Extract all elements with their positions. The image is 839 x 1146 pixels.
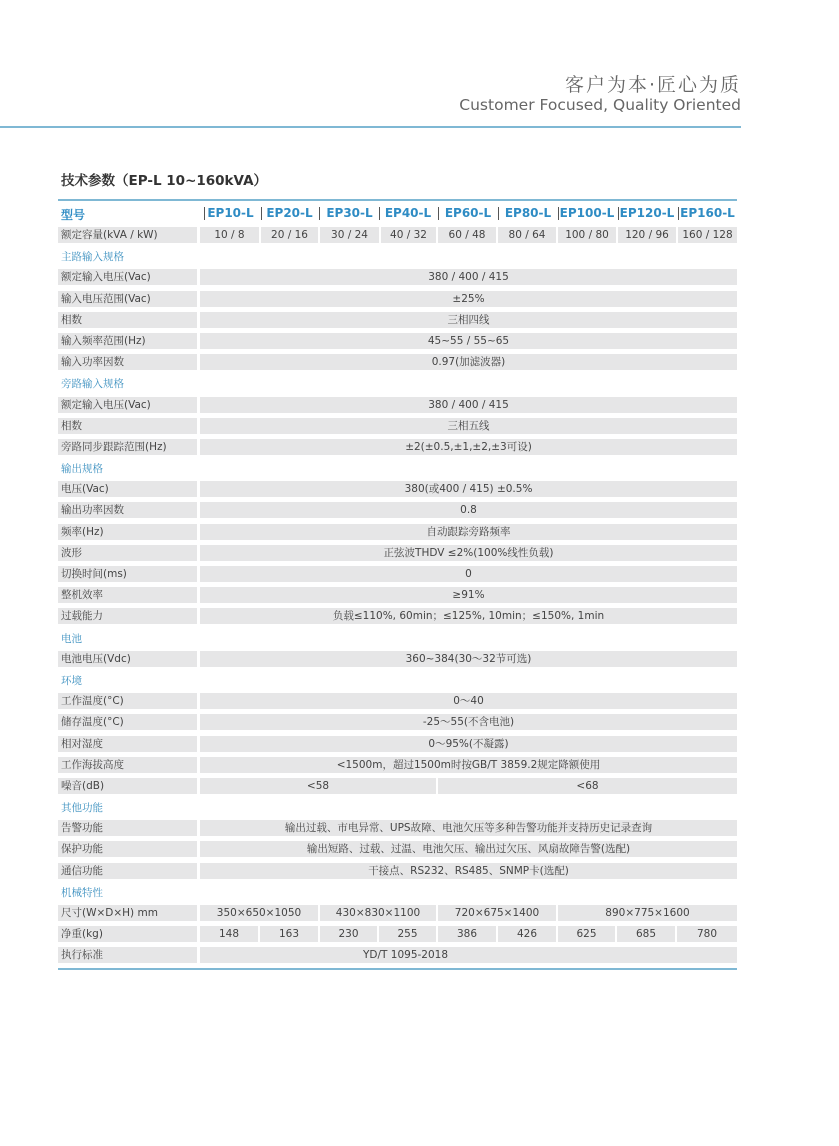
section-title: 输出规格 <box>61 463 103 476</box>
table-row <box>58 267 737 288</box>
table-row <box>58 310 737 331</box>
row-label: 频率(Hz) <box>58 524 197 540</box>
model-ep160: EP160-L <box>680 206 735 220</box>
value-cell: <68 <box>438 778 737 794</box>
value-cell: 10 / 8 <box>200 227 259 243</box>
section-bypass-input <box>58 373 737 394</box>
value-cell: 120 / 96 <box>618 227 676 243</box>
section-title: 环境 <box>61 674 82 687</box>
row-label: 执行标准 <box>58 947 197 963</box>
value-cell: 干接点、RS232、RS485、SNMP卡(选配) <box>200 863 737 879</box>
row-label: 相对湿度 <box>58 736 197 752</box>
row-label: 旁路同步跟踪范围(Hz) <box>58 439 197 455</box>
value-cell: ±25% <box>200 291 737 307</box>
value-cell: 三相四线 <box>200 312 737 328</box>
table-row <box>58 479 737 500</box>
model-ep60: EP60-L <box>444 206 492 220</box>
row-label: 切换时间(ms) <box>58 566 197 582</box>
row-label: 额定输入电压(Vac) <box>58 269 197 285</box>
model-ep30: EP30-L <box>326 206 373 220</box>
value-cell: 625 <box>558 926 615 942</box>
value-cell: <1500m，超过1500m时按GB/T 3859.2规定降额使用 <box>200 757 737 773</box>
value-cell: 三相五线 <box>200 418 737 434</box>
value-cell: -25～55(不含电池) <box>200 714 737 730</box>
value-cell: 0.97(加滤波器) <box>200 354 737 370</box>
value-cell: 380(或400 / 415) ±0.5% <box>200 481 737 497</box>
value-cell: 30 / 24 <box>320 227 379 243</box>
row-label: 噪音(dB) <box>58 778 197 794</box>
model-ep10: EP10-L <box>207 206 254 220</box>
value-cell: 350×650×1050 <box>200 905 318 921</box>
row-label: 告警功能 <box>58 820 197 836</box>
table-row <box>58 734 737 755</box>
table-row <box>58 776 737 797</box>
table-row <box>58 395 737 416</box>
row-label: 保护功能 <box>58 841 197 857</box>
value-cell: 386 <box>438 926 496 942</box>
row-label: 相数 <box>58 312 197 328</box>
value-cell: YD/T 1095-2018 <box>200 947 737 963</box>
model-ep100: EP100-L <box>559 206 615 220</box>
table-row <box>58 606 737 627</box>
section-output <box>58 458 737 479</box>
row-label: 输入功率因数 <box>58 354 197 370</box>
table-row <box>58 352 737 373</box>
row-label: 输出功率因数 <box>58 502 197 518</box>
value-cell: 890×775×1600 <box>558 905 737 921</box>
table-row <box>58 755 737 776</box>
table-row <box>58 289 737 310</box>
table-row <box>58 522 737 543</box>
table-row <box>58 924 737 945</box>
model-header-row <box>58 201 737 225</box>
table-row <box>58 416 737 437</box>
table-row <box>58 691 737 712</box>
header-slogan-en: Customer Focused, Quality Oriented <box>459 96 741 114</box>
section-title: 主路输入规格 <box>61 251 124 264</box>
value-cell: 685 <box>617 926 675 942</box>
table-row <box>58 818 737 839</box>
value-cell: 230 <box>320 926 377 942</box>
value-cell: 负载≤110%, 60min；≤125%, 10min；≤150%, 1min <box>200 608 737 624</box>
row-label: 尺寸(W×D×H) mm <box>58 905 197 921</box>
section-title: 其他功能 <box>61 802 103 815</box>
table-row <box>58 649 737 670</box>
page-title: 技术参数（EP-L 10~160kVA） <box>61 173 268 189</box>
row-label: 通信功能 <box>58 863 197 879</box>
table-row <box>58 945 737 966</box>
value-cell: 255 <box>379 926 436 942</box>
row-label: 输入频率范围(Hz) <box>58 333 197 349</box>
header-divider <box>0 126 741 128</box>
table-row <box>58 331 737 352</box>
value-cell: 输出短路、过载、过温、电池欠压、输出过欠压、风扇故障告警(选配) <box>200 841 737 857</box>
value-cell: 自动跟踪旁路频率 <box>200 524 737 540</box>
row-label: 净重(kg) <box>58 926 197 942</box>
value-cell: 780 <box>677 926 737 942</box>
table-row <box>58 839 737 860</box>
value-cell: 输出过载、市电异常、UPS故障、电池欠压等多种告警功能并支持历史记录查询 <box>200 820 737 836</box>
row-label: 输入电压范围(Vac) <box>58 291 197 307</box>
row-label: 工作温度(°C) <box>58 693 197 709</box>
table-row <box>58 903 737 924</box>
value-cell: 100 / 80 <box>558 227 616 243</box>
section-mechanical <box>58 882 737 903</box>
table-row <box>58 500 737 521</box>
value-cell: 0 <box>200 566 737 582</box>
section-other <box>58 797 737 818</box>
section-title: 电池 <box>61 632 82 645</box>
model-ep40: EP40-L <box>384 206 432 220</box>
section-main-input <box>58 246 737 267</box>
row-label: 储存温度(°C) <box>58 714 197 730</box>
value-cell: 163 <box>260 926 318 942</box>
value-cell: 正弦波THDV ≤2%(100%线性负载) <box>200 545 737 561</box>
value-cell: 720×675×1400 <box>438 905 556 921</box>
table-row <box>58 861 737 882</box>
value-cell: <58 <box>200 778 436 794</box>
model-ep80: EP80-L <box>504 206 552 220</box>
row-label: 工作海拔高度 <box>58 757 197 773</box>
value-cell: 80 / 64 <box>498 227 556 243</box>
value-cell: 0.8 <box>200 502 737 518</box>
value-cell: 430×830×1100 <box>320 905 436 921</box>
value-cell: ≥91% <box>200 587 737 603</box>
row-label: 电池电压(Vdc) <box>58 651 197 667</box>
header-slogan-cn: 客户为本·匠心为质 <box>564 74 741 96</box>
value-cell: 45~55 / 55~65 <box>200 333 737 349</box>
section-title: 旁路输入规格 <box>61 378 124 391</box>
row-label: 额定输入电压(Vac) <box>58 397 197 413</box>
value-cell: 160 / 128 <box>678 227 737 243</box>
value-cell: 0～95%(不凝露) <box>200 736 737 752</box>
section-battery <box>58 628 737 649</box>
section-environment <box>58 670 737 691</box>
section-title: 机械特性 <box>61 886 103 899</box>
value-cell: 360~384(30～32节可选) <box>200 651 737 667</box>
value-cell: 60 / 48 <box>438 227 496 243</box>
row-label: 整机效率 <box>58 587 197 603</box>
table-row-capacity <box>58 225 737 246</box>
model-ep20: EP20-L <box>266 206 313 220</box>
model-label: 型号 <box>61 208 86 222</box>
value-cell: 40 / 32 <box>381 227 436 243</box>
model-ep120: EP120-L <box>619 206 675 220</box>
table-row <box>58 437 737 458</box>
row-label: 过载能力 <box>58 608 197 624</box>
table-row <box>58 543 737 564</box>
value-cell: 380 / 400 / 415 <box>200 397 737 413</box>
row-label: 电压(Vac) <box>58 481 197 497</box>
value-cell: 0～40 <box>200 693 737 709</box>
row-label: 波形 <box>58 545 197 561</box>
value-cell: 426 <box>498 926 556 942</box>
value-cell: 20 / 16 <box>261 227 318 243</box>
table-row <box>58 585 737 606</box>
value-cell: 380 / 400 / 415 <box>200 269 737 285</box>
table-row <box>58 564 737 585</box>
row-label: 相数 <box>58 418 197 434</box>
value-cell: 148 <box>200 926 258 942</box>
table-row <box>58 712 737 733</box>
spec-table <box>58 199 737 970</box>
row-label: 额定容量(kVA / kW) <box>58 227 197 243</box>
value-cell: ±2(±0.5,±1,±2,±3可设) <box>200 439 737 455</box>
table-bottom-rule <box>58 968 737 970</box>
